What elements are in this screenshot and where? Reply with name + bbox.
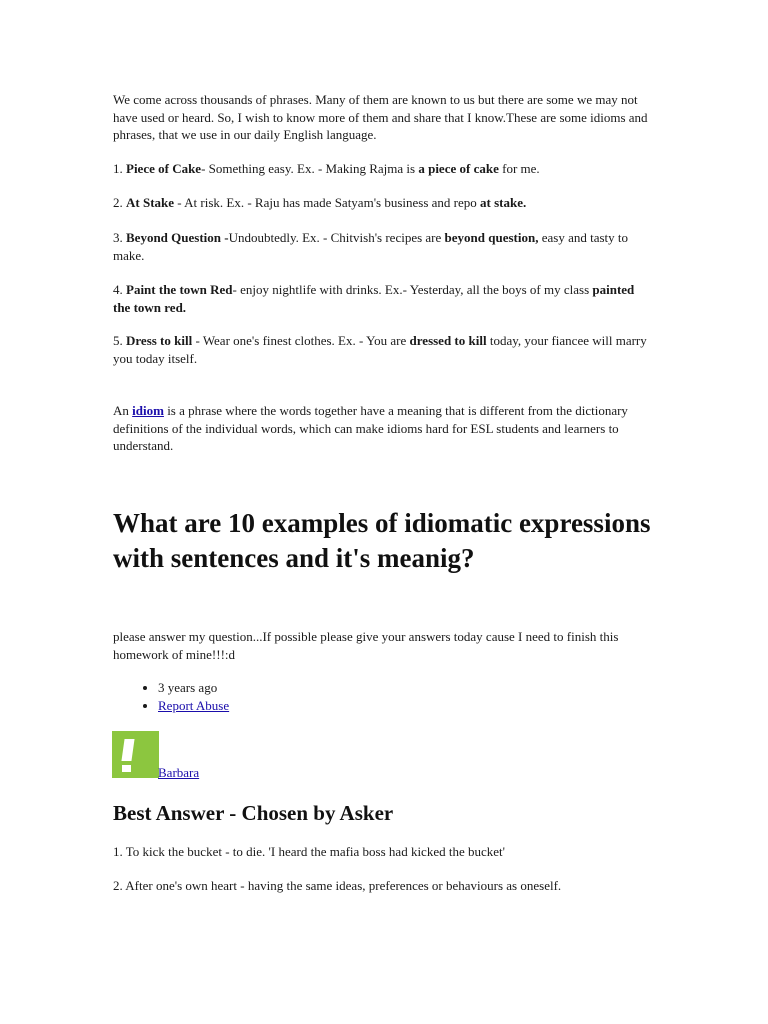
user-avatar-icon[interactable]	[112, 731, 159, 778]
answerer-name-link[interactable]: Barbara	[158, 765, 200, 780]
idiom-definition-paragraph	[113, 402, 653, 455]
item-number: 2.	[113, 195, 123, 210]
idiom-item-1	[113, 160, 653, 178]
idiom-term: Beyond Question -	[126, 230, 229, 245]
idiom-definition: - Something easy. Ex. - Making Rajma is	[201, 161, 419, 176]
idiom-definition: - Wear one's finest clothes. Ex. - You are	[192, 333, 410, 348]
item-number: 5.	[113, 333, 123, 348]
intro-paragraph: We come across thousands of phrases. Many of them are known to us but there are some we may not have used or heard. So, I wish to know more of them and share that I know.These are some idioms and phrases, that we use in our daily English language.	[113, 92, 648, 142]
idiom-item-3	[113, 229, 653, 264]
idiom-tail: today, your fiancee will marry you today itself.	[113, 333, 647, 366]
idiom-term: Piece of Cake	[126, 161, 202, 176]
idiom-definition: - enjoy nightlife with drinks. Ex.- Yesterday, all the boys of my class	[232, 282, 593, 297]
item-number: 4.	[113, 282, 123, 297]
best-answer-heading: Best Answer - Chosen by Asker	[113, 801, 394, 825]
definition-text: is a phrase where the words together have a meaning that is different from the dictionary definitions of the individual words, which can make idioms hard for ESL students and learners to understand.	[113, 403, 628, 453]
question-body: please answer my question...If possible please give your answers today cause I need to finish this homework of mine!!!:d	[113, 629, 619, 662]
item-number: 3.	[113, 230, 123, 245]
report-abuse-link[interactable]: Report Abuse	[158, 698, 230, 713]
question-age: • 3 years ago	[158, 679, 229, 697]
idiom-item-5	[113, 332, 653, 367]
question-title: What are 10 examples of idiomatic expressions with sentences and it's meanig?	[113, 508, 651, 573]
idiom-definition: - At risk. Ex. - Raju has made Satyam's business and repo	[174, 195, 481, 210]
idiom-term: Dress to kill	[126, 333, 193, 348]
idiom-term: At Stake	[126, 195, 175, 210]
item-number: 1.	[113, 161, 123, 176]
report-abuse-item	[158, 697, 229, 715]
exclamation-mark-shape	[121, 739, 134, 761]
idiom-link[interactable]: idiom	[132, 403, 164, 418]
idiom-tail: for me.	[498, 161, 540, 176]
question-meta-list	[113, 679, 229, 715]
idiom-example: beyond question,	[444, 230, 539, 245]
idiom-example: a piece of cake	[418, 161, 499, 176]
idiom-item-4	[113, 281, 653, 316]
idiom-example: dressed to kill	[409, 333, 487, 348]
idiom-example: at stake.	[480, 195, 527, 210]
idiom-definition: Undoubtedly. Ex. - Chitvish's recipes are	[228, 230, 445, 245]
exclamation-dot-shape	[122, 765, 131, 772]
idiom-example: painted the town red.	[113, 282, 635, 315]
definition-prefix: An	[113, 403, 133, 418]
answer-line-1: 1. To kick the bucket - to die. 'I heard the mafia boss had kicked the bucket'	[113, 844, 505, 859]
answer-line-2: 2. After one's own heart - having the same ideas, preferences or behaviours as oneself.	[113, 878, 562, 893]
idiom-item-2	[113, 194, 653, 212]
idiom-term: Paint the town Red	[126, 282, 233, 297]
idiom-tail: easy and tasty to make.	[113, 230, 629, 263]
